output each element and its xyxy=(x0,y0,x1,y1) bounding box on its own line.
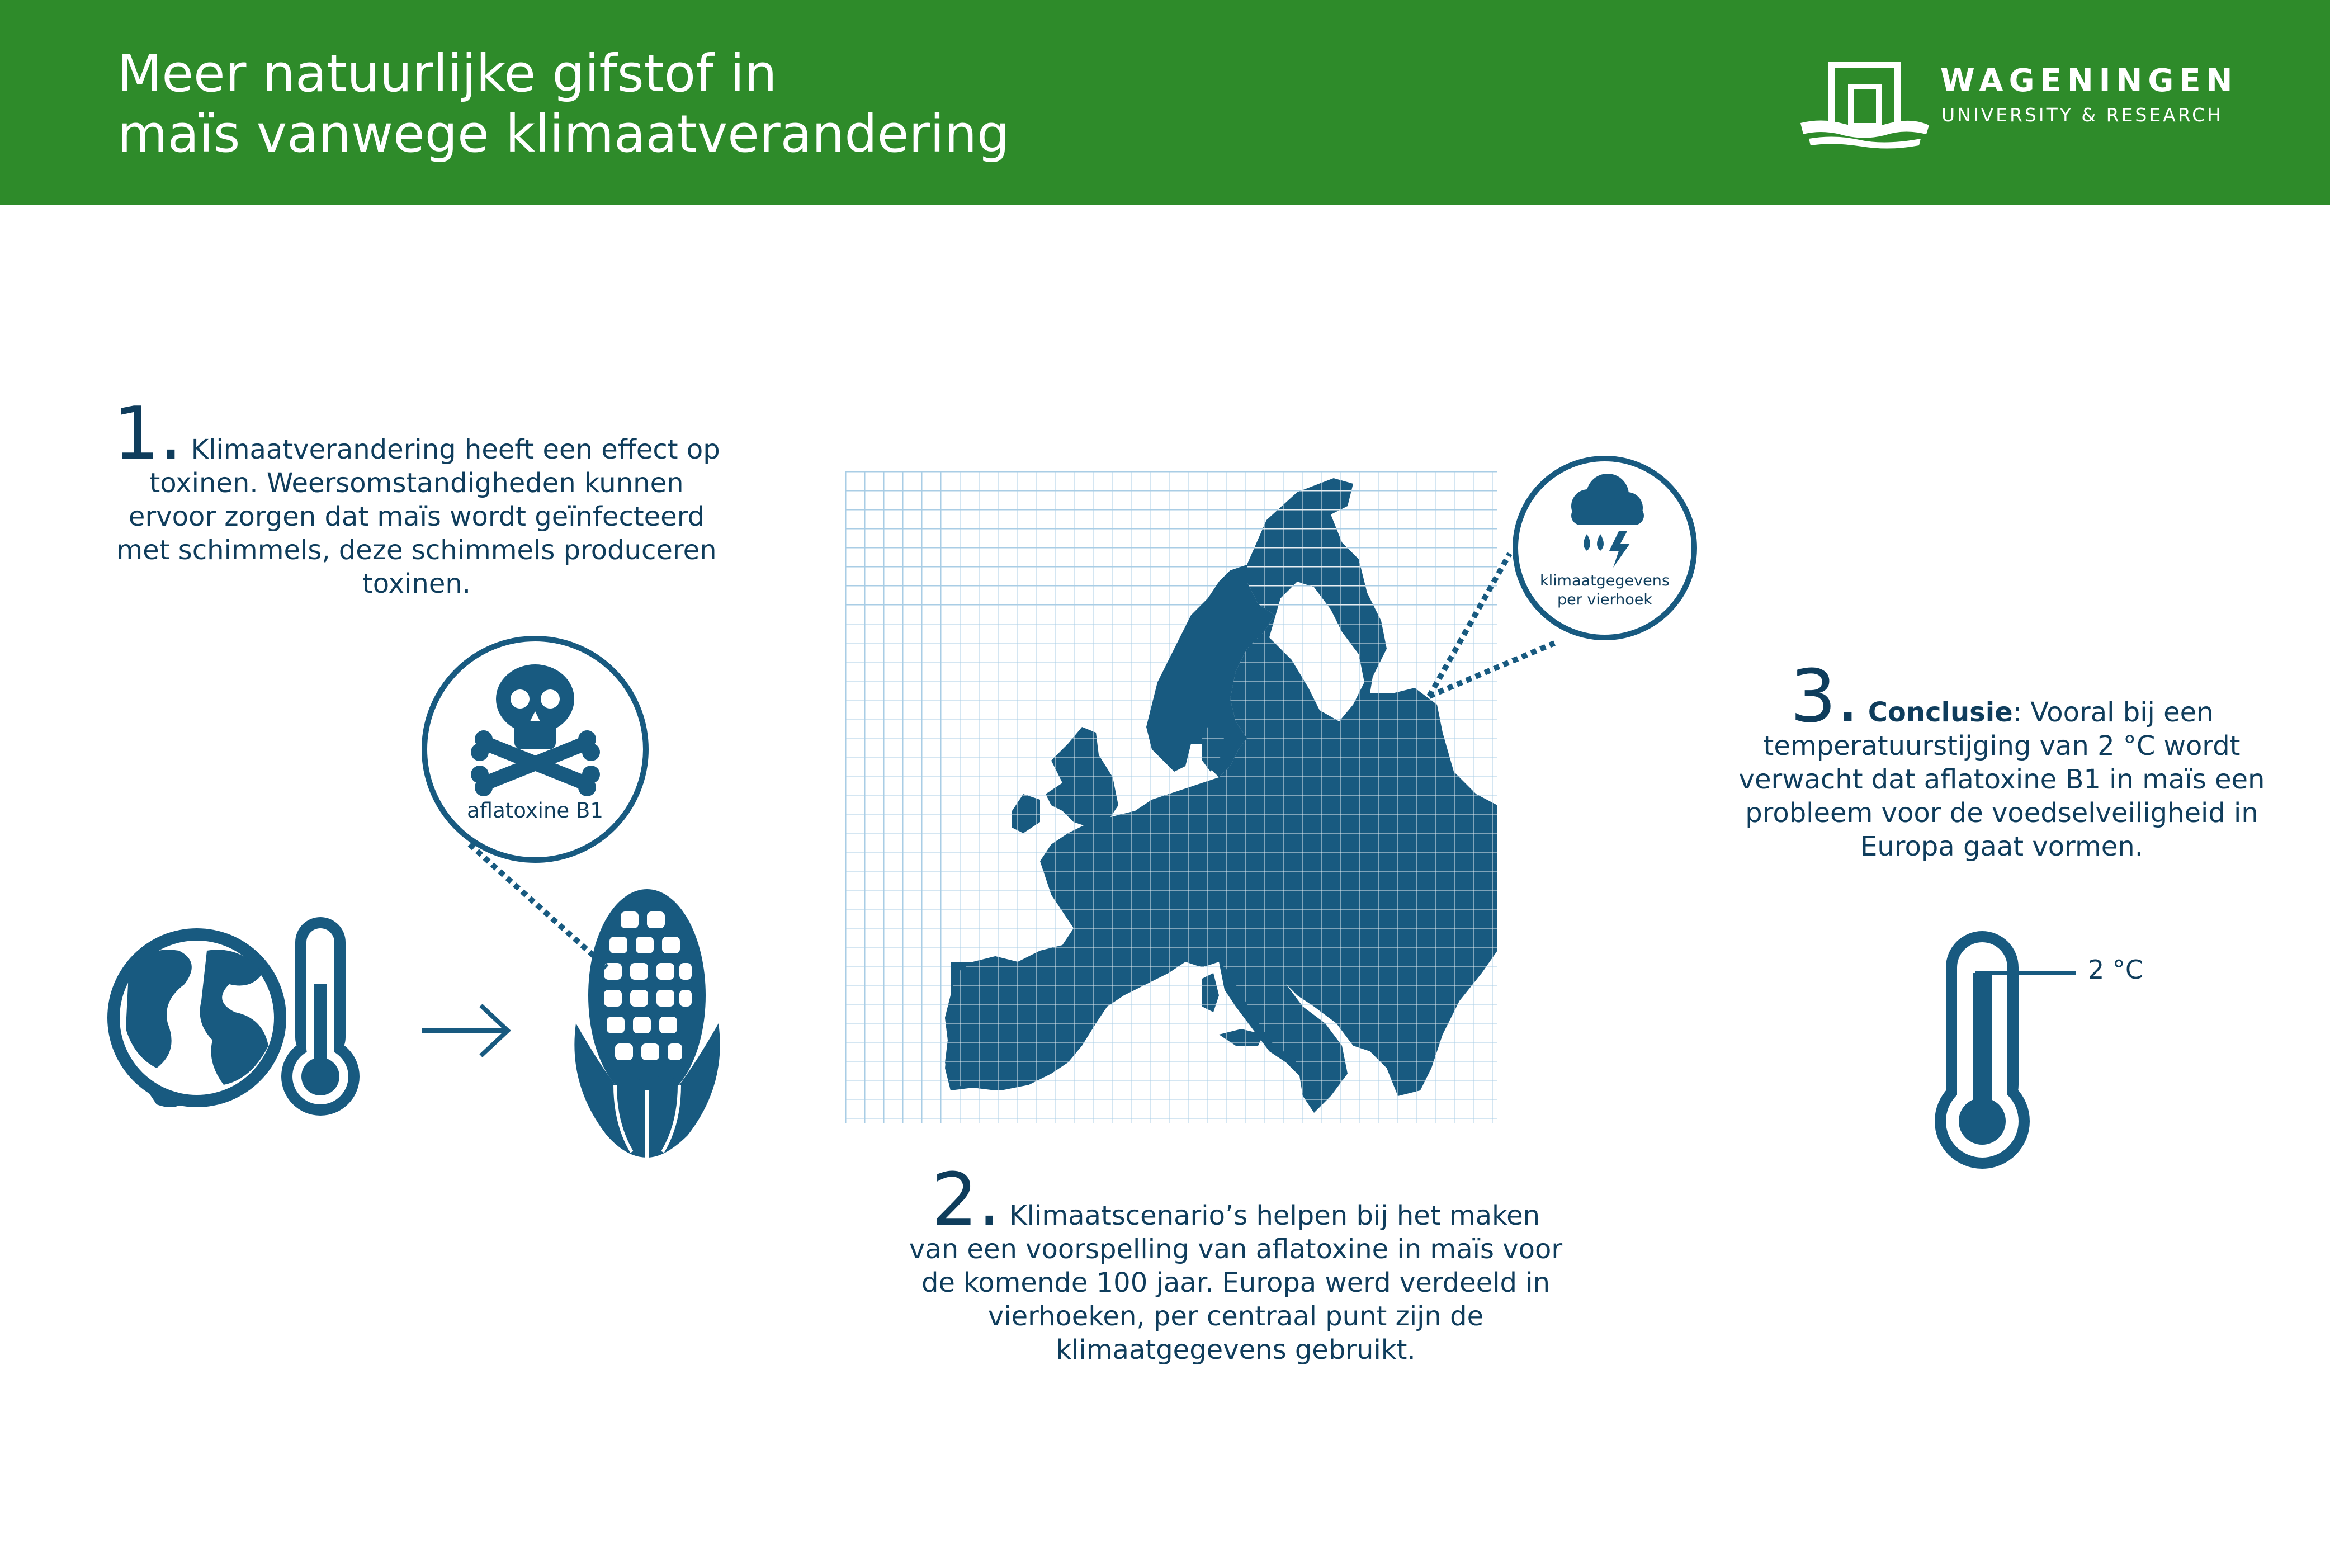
step-1-text: 1. Klimaatverandering heeft een effect op toxinen. Weersomstandigheden kunnen ervoor zorgen dat maïs wordt geïnfecteerd met schimmels, deze schimmels produceren toxinen. xyxy=(113,391,720,599)
step-3-body: : Vooral bij een temperatuurstijging van 2 °C wordt verwacht dat aflatoxine B1 in maïs een probleem voor de voedselveiligheid in Europa gaat vormen. xyxy=(1738,697,2265,862)
logo-name: WAGENINGEN xyxy=(1940,63,2238,99)
step-3-number: 3 xyxy=(1790,654,1837,739)
logo-subtitle: UNIVERSITY & RESEARCH xyxy=(1941,104,2223,126)
step-3-text: 3. Conclusie: Vooral bij een temperatuurstijging van 2 °C wordt verwacht dat aflatoxine B1 in maïs een probleem voor de voedselveiligheid in Europa gaat vormen. xyxy=(1738,654,2265,862)
step-2-number: 2 xyxy=(931,1157,978,1242)
skull-badge-label: aflatoxine B1 xyxy=(467,799,603,823)
climate-badge xyxy=(1515,459,1694,637)
climate-badge-label-line2: per vierhoek xyxy=(1557,591,1653,608)
connector-dotted-1 xyxy=(470,844,607,967)
climate-badge-label-line1: klimaatgegevens xyxy=(1540,572,1670,589)
title-line-2: maïs vanwege klimaatverandering xyxy=(117,104,1010,164)
step-1-body: Klimaatverandering heeft een effect op toxinen. Weersomstandigheden kunnen ervoor zorgen dat maïs wordt geïnfecteerd met schimmels, deze schimmels produceren toxinen. xyxy=(116,434,720,599)
corn-icon xyxy=(574,889,720,1158)
climate-badge-label xyxy=(1526,572,1683,610)
thermometer-icon xyxy=(281,917,360,1116)
step-2-text: 2. Klimaatscenario’s helpen bij het maken van een voorspelling van aflatoxine in maïs voor de komende 100 jaar. Europa werd verdeeld in vierhoeken, per centraal punt zijn de klimaatgegevens gebruikt. xyxy=(909,1157,1563,1366)
arrow-right-icon xyxy=(422,1005,508,1056)
europe-map-icon xyxy=(744,471,1497,1123)
title-line-1: Meer natuurlijke gifstof in xyxy=(117,44,777,103)
globe-icon xyxy=(107,928,286,1107)
step-1-number: 1 xyxy=(113,391,160,476)
thermometer-label: 2 °C xyxy=(2088,955,2144,985)
step-3-title: Conclusie xyxy=(1868,697,2013,728)
skull-badge xyxy=(424,639,646,860)
step-2-body: Klimaatscenario’s helpen bij het maken van een voorspelling van aflatoxine in maïs voor de komende 100 jaar. Europa werd verdeeld in vierhoeken, per centraal punt zijn de klimaatgegevens gebruikt. xyxy=(909,1200,1563,1366)
thermometer-large-icon xyxy=(1935,931,2076,1169)
